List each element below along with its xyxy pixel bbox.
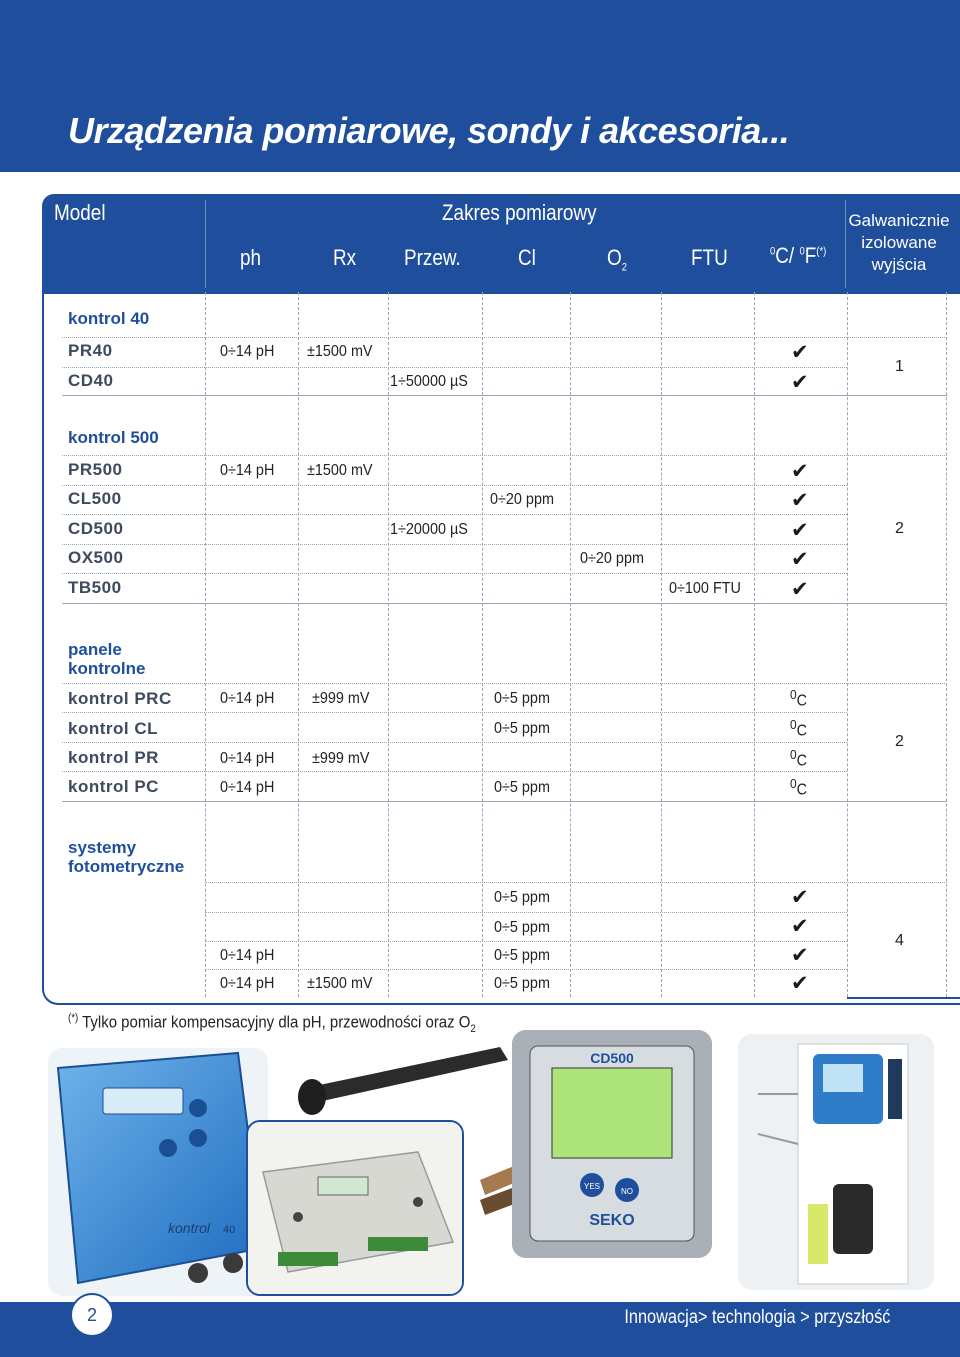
cell-temp: $^0$C [790,717,808,740]
cell-cl: 0÷5 ppm [494,947,550,964]
photo-photometric-system [738,1034,934,1290]
column-divider [946,292,947,997]
header-model: Model [54,200,106,225]
cell-przew: 1÷20000 µS [390,521,468,538]
row-model: PR40 [68,341,113,360]
check-icon: ✔ [791,519,809,542]
cell-przew: 1÷50000 µS [390,373,468,390]
cell-temp: $^0$C [790,776,808,799]
section-systemy [68,838,184,876]
column-divider [482,292,483,997]
photo-probe [270,1032,514,1122]
section-panele [68,640,145,678]
cell-ph: 0÷14 pH [220,462,275,479]
cell-rx: ±999 mV [312,690,370,707]
check-icon: ✔ [791,548,809,571]
header-outputs [847,210,951,276]
section-label-line: fotometryczne [68,857,185,876]
row-divider [62,771,847,772]
row-divider [62,603,947,604]
row-model: TB500 [68,578,122,597]
header-output-line: Galwanicznie [848,211,950,230]
check-icon: ✔ [791,886,809,909]
row-divider [62,514,847,515]
header-output-line: izolowane [861,233,937,252]
din-module-illustration [248,1122,462,1294]
row-divider [62,337,947,338]
header-separator [205,200,206,288]
column-divider [570,292,571,997]
row-model: kontrol PRC [68,689,172,708]
row-model: kontrol PC [68,777,159,796]
photo-kontrol40-controller [48,1048,268,1296]
cell-cl: 0÷5 ppm [494,720,550,737]
row-model: kontrol CL [68,719,158,738]
row-divider [847,997,960,999]
column-divider [298,292,299,997]
cell-cl: 0÷5 ppm [494,779,550,796]
section-label-line: kontrolne [68,659,146,678]
check-icon: ✔ [791,944,809,967]
row-model: CD500 [68,519,124,538]
row-divider [205,969,847,970]
row-model: kontrol PR [68,748,159,767]
cell-temp: $^0$C [790,687,808,710]
row-model: OX500 [68,548,124,567]
row-divider [62,455,947,456]
photo-panel-meter [512,1030,712,1258]
row-divider [62,544,847,545]
section-kontrol500: kontrol 500 [68,428,159,447]
row-model: PR500 [68,460,123,479]
footer-slogan: Innowacja> technologia > przyszłość [623,1307,890,1328]
panel-btn-no: NO [621,1187,633,1196]
controller-model: 40 [223,1224,236,1236]
row-divider [205,912,847,913]
cell-rx: ±1500 mV [307,462,373,479]
header-col-temp: $^0$C/ $^0$F(*) [770,243,827,268]
controller-illustration [48,1048,268,1296]
controller-brand: kontrol [168,1220,211,1236]
check-icon: ✔ [791,341,809,364]
probe-illustration [270,1032,514,1122]
cell-ph: 0÷14 pH [220,975,275,992]
row-divider [62,712,847,713]
header-col-przew: Przew. [404,245,461,270]
row-divider [62,801,947,802]
cell-cl: 0÷5 ppm [494,690,550,707]
row-divider [62,395,947,396]
cell-rx: ±999 mV [312,750,370,767]
check-icon: ✔ [791,915,809,938]
header-col-ftu: FTU [691,245,728,270]
photo-din-module [246,1120,464,1296]
row-divider [205,941,847,942]
output-count: 1 [895,358,904,375]
row-divider [62,485,847,486]
header-range-title: Zakres pomiarowy [442,200,597,225]
cell-ph: 0÷14 pH [220,343,275,360]
column-divider [661,292,662,997]
row-divider [62,742,847,743]
panel-meter-illustration [512,1030,712,1258]
row-divider [62,573,847,574]
header-output-line: wyjścia [871,255,927,274]
cell-ph: 0÷14 pH [220,779,275,796]
section-label-line: systemy [68,838,137,857]
header-col-ph: ph [240,245,262,270]
output-count: 2 [895,520,904,537]
output-count: 2 [895,733,904,750]
section-kontrol40: kontrol 40 [68,309,150,328]
section-label-line: panele [68,640,122,659]
check-icon: ✔ [791,489,809,512]
panel-display-label: CD500 [590,1050,634,1066]
cell-rx: ±1500 mV [307,975,373,992]
output-count: 4 [895,932,904,949]
row-divider [62,683,947,684]
row-divider [62,367,847,368]
column-divider [847,292,848,997]
page-title: Urządzenia pomiarowe, sondy i akcesoria... [68,110,790,151]
cell-ph: 0÷14 pH [220,690,275,707]
footnote: (*) Tylko pomiar kompensacyjny dla pH, przewodności oraz $O_2$ [68,1012,476,1036]
cell-o2: 0÷20 ppm [580,550,644,567]
header-col-cl: Cl [518,245,536,270]
header-separator [845,200,846,288]
cell-cl: 0÷5 ppm [494,889,550,906]
check-icon: ✔ [791,371,809,394]
panel-brand: SEKO [589,1212,635,1229]
cell-rx: ±1500 mV [307,343,373,360]
cell-ph: 0÷14 pH [220,750,275,767]
column-divider [388,292,389,997]
cell-cl: 0÷5 ppm [494,975,550,992]
cell-ftu: 0÷100 FTU [669,580,741,597]
header-col-o2: $O_2$ [607,245,627,274]
row-model: CD40 [68,371,114,390]
photometric-illustration [738,1034,934,1290]
column-divider [754,292,755,997]
check-icon: ✔ [791,972,809,995]
row-divider [205,882,947,883]
check-icon: ✔ [791,460,809,483]
cell-temp: $^0$C [790,747,808,770]
column-divider [205,292,206,997]
cell-cl: 0÷5 ppm [494,919,550,936]
check-icon: ✔ [791,578,809,601]
header-col-rx: Rx [333,245,357,270]
cell-ph: 0÷14 pH [220,947,275,964]
page-number: 2 [70,1293,114,1337]
cell-cl: 0÷20 ppm [490,491,554,508]
row-model: CL500 [68,489,122,508]
panel-btn-yes: YES [583,1182,601,1191]
